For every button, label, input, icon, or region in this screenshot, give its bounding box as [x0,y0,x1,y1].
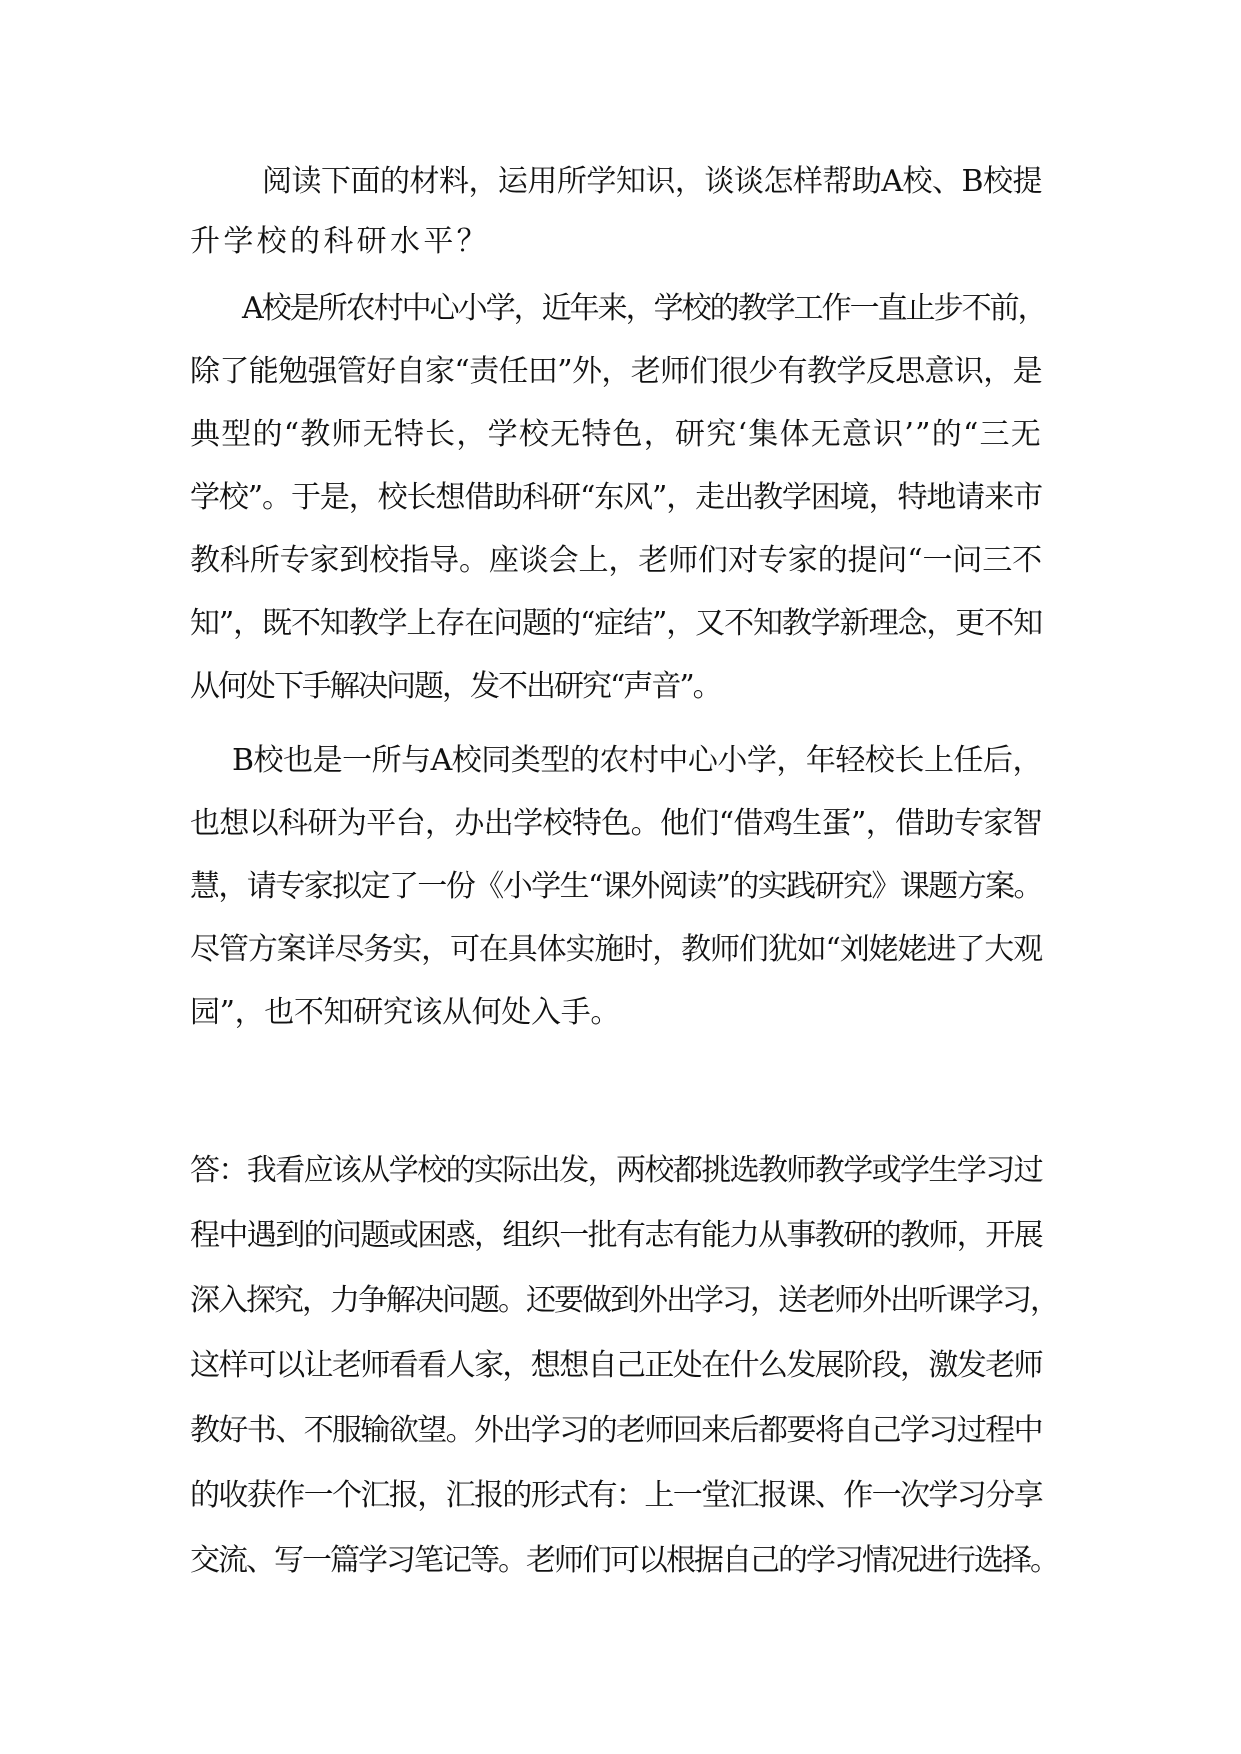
material-a-line-4: 学校”。于是，校长想借助科研“东风”，走出教学困境，特地请来市 [190,480,1042,515]
answer-line-7: 交流、写一篇学习笔记等。老师们可以根据自己的学习情况进行选择。 [190,1543,1058,1578]
material-b-line-1: B校也是一所与A校同类型的农村中心小学，年轻校长上任后， [232,743,1042,778]
answer-line-3: 深入探究，力争解决问题。还要做到外出学习，送老师外出听课学习， [190,1283,1058,1318]
material-a-line-5: 教科所专家到校指导。座谈会上，老师们对专家的提问“一问三不 [190,543,1042,578]
answer-line-2: 程中遇到的问题或困惑，组织一批有志有能力从事教研的教师，开展 [190,1218,1042,1253]
question-line-1: 阅读下面的材料，运用所学知识，谈谈怎样帮助A校、B校提 [262,164,1042,199]
answer-line-1: 答：我看应该从学校的实际出发，两校都挑选教师教学或学生学习过 [190,1153,1042,1188]
answer-line-6: 的收获作一个汇报，汇报的形式有：上一堂汇报课、作一次学习分享 [190,1478,1042,1513]
material-a-line-6: 知”，既不知教学上存在问题的“症结”，又不知教学新理念，更不知 [190,606,1042,641]
material-b-line-5: 园”，也不知研究该从何处入手。 [190,995,620,1030]
material-b-line-4: 尽管方案详尽务实，可在具体实施时，教师们犹如“刘姥姥进了大观 [190,932,1042,967]
question-line-2: 升学校的科研水平？ [190,224,490,259]
material-a-line-7: 从何处下手解决问题，发不出研究“声音”。 [190,669,721,704]
material-b-line-2: 也想以科研为平台，办出学校特色。他们“借鸡生蛋”，借助专家智 [190,806,1042,841]
answer-line-4: 这样可以让老师看看人家，想想自己正处在什么发展阶段，激发老师 [190,1348,1042,1383]
material-a-line-1: A校是所农村中心小学，近年来，学校的教学工作一直止步不前， [242,291,1046,326]
answer-line-5: 教好书、不服输欲望。外出学习的老师回来后都要将自己学习过程中 [190,1413,1042,1448]
material-a-line-3: 典型的“教师无特长，学校无特色，研究‘集体无意识’”的“三无 [190,417,1042,452]
material-b-line-3: 慧，请专家拟定了一份《小学生“课外阅读”的实践研究》课题方案。 [190,869,1042,904]
material-a-line-2: 除了能勉强管好自家“责任田”外，老师们很少有教学反思意识，是 [190,354,1042,389]
